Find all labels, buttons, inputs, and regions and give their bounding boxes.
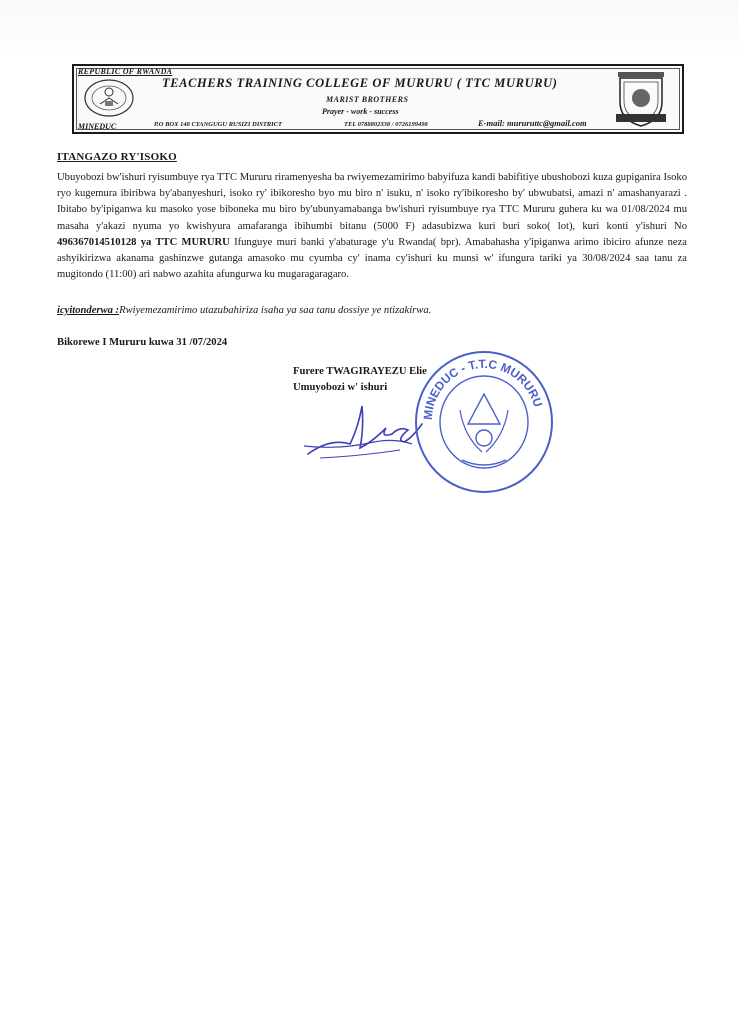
note-label: icyitonderwa : [57, 305, 120, 316]
signatory-name: Furere TWAGIRAYEZU Elie [293, 366, 427, 377]
college-title: TEACHERS TRAINING COLLEGE OF MURURU ( TTC MURURU) [162, 76, 558, 90]
email-label: E-mail: mururuttc@gmail.com [478, 118, 587, 128]
page-title: ITANGAZO RY'ISOKO [57, 151, 177, 163]
marist-label: MARIST BROTHERS [326, 95, 409, 104]
letterhead [72, 64, 684, 134]
note-text: Rwiyemezamirimo utazubahiriza isaha ya saa tanu dossiye ye ntizakirwa. [119, 305, 432, 316]
republic-label: REPUBLIC OF RWANDA [78, 67, 173, 76]
account-number: 496367014510128 ya TTC MURURU [57, 236, 230, 248]
dateline: Bikorewe I Mururu kuwa 31 /07/2024 [57, 337, 228, 348]
telephone-label: TEL 0788802338 / 0726199498 [344, 121, 428, 128]
announcement-body [57, 170, 687, 283]
address-label: P.O BOX 148 CYANGUGU RUSIZI DISTRICT [154, 121, 282, 128]
signatory-title: Umuyobozi w' ishuri [293, 382, 388, 393]
body-text-part2: Ifunguye muri banki y'abaturage y'u Rwanda( bpr). Amabahasha y'ipiganwa arimo ibiciro afunze neza ashyikirizwa akanama gashinzwe gutanga amasoko mu cyumba cy' inama cy'ishuri ku munsi w' ifungura tariki ya 30/08/2024 saa tanu za mugitondo (11:00) ari nabwo azahita afungurwa ku mugaragaragaro. [57, 236, 687, 281]
body-text-part1: Ubuyobozi bw'ishuri ryisumbuye rya TTC Mururu riramenyesha ba rwiyemezamirimo babyifuza kandi babifitiye ubushobozi kuza gupiganira Isoko ryo kugemura ibiribwa by'abanyeshuri, isoko ry' ibikoresho byo mu biro n' isuku, n' isoko ry'ibikoresho by' ubwubatsi, amazi n' amashanyarazi . Ibitabo by'ipiganwa ku masoko yose biboneka mu biro by'ubunyamabanga bw'ishuri ryisumbuye rya TTC Mururu guhera ku wa 01/08/2024 mu masaha y'akazi nyuma yo kwishyura amafaranga ibihumbi bitanu (5000 F) adasubizwa kuri buri soko( lot), kuri konti y'ishuri No [57, 172, 687, 232]
motto-label: Prayer - work - success [322, 107, 399, 116]
rwanda-seal-icon [80, 76, 138, 120]
official-stamp-icon [402, 340, 562, 495]
stamp-text: MINEDUC - T.T.C MURURU [420, 356, 546, 421]
scan-shadow [0, 0, 739, 60]
notice-note [57, 305, 431, 316]
college-crest-icon [610, 68, 672, 130]
mineduc-label: MINEDUC [78, 122, 117, 131]
